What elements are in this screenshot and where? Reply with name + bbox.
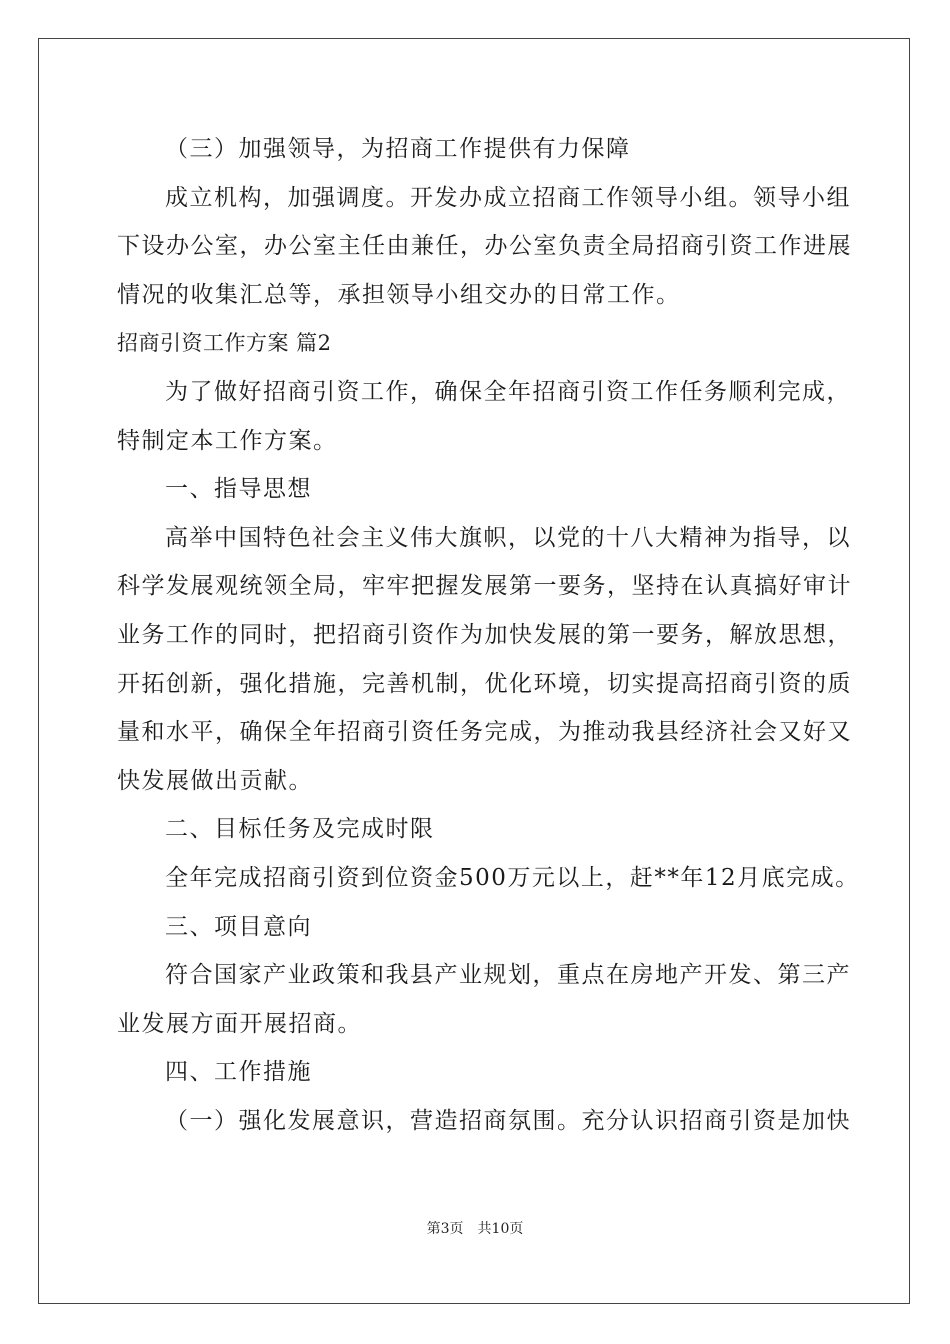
page-number: 第3页 <box>426 1221 464 1237</box>
paragraph-line: 业务工作的同时，把招商引资作为加快发展的第一要务，解放思想， <box>117 621 852 648</box>
section-heading: （三）加强领导，为招商工作提供有力保障 <box>165 136 631 162</box>
section-heading: 四、工作措施 <box>165 1059 312 1086</box>
paragraph-line: 下设办公室，办公室主任由兼任，办公室负责全局招商引资工作进展 <box>117 233 852 260</box>
paragraph-line: 高举中国特色社会主义伟大旗帜，以党的十八大精神为指导，以 <box>165 524 851 551</box>
section-heading: 二、目标任务及完成时限 <box>165 816 435 843</box>
document-title: 招商引资工作方案 篇2 <box>117 331 332 356</box>
paragraph-line: 开拓创新，强化措施，完善机制，优化环境，切实提高招商引资的质 <box>117 670 852 697</box>
paragraph-line: 成立机构，加强调度。开发办成立招商工作领导小组。领导小组 <box>165 184 851 211</box>
page-footer <box>0 1218 950 1238</box>
paragraph-line: （一）强化发展意识，营造招商氛围。充分认识招商引资是加快 <box>165 1107 851 1134</box>
paragraph-line: 快发展做出贡献。 <box>117 767 313 794</box>
paragraph-line: 量和水平，确保全年招商引资任务完成，为推动我县经济社会又好又 <box>117 719 852 746</box>
paragraph-line: 为了做好招商引资工作，确保全年招商引资工作任务顺利完成， <box>165 378 851 405</box>
page-total: 共10页 <box>477 1221 524 1237</box>
document-body <box>117 125 860 1145</box>
section-heading: 三、项目意向 <box>165 913 312 940</box>
paragraph-line: 科学发展观统领全局，牢牢把握发展第一要务，坚持在认真搞好审计 <box>117 573 852 600</box>
paragraph-line: 特制定本工作方案。 <box>117 427 338 454</box>
paragraph-line: 符合国家产业政策和我县产业规划，重点在房地产开发、第三产 <box>165 962 851 989</box>
paragraph-line: 情况的收集汇总等，承担领导小组交办的日常工作。 <box>117 281 681 308</box>
paragraph-line: 业发展方面开展招商。 <box>117 1010 362 1037</box>
section-heading: 一、指导思想 <box>165 476 312 503</box>
paragraph-line: 全年完成招商引资到位资金500万元以上，赶**年12月底完成。 <box>165 864 860 891</box>
